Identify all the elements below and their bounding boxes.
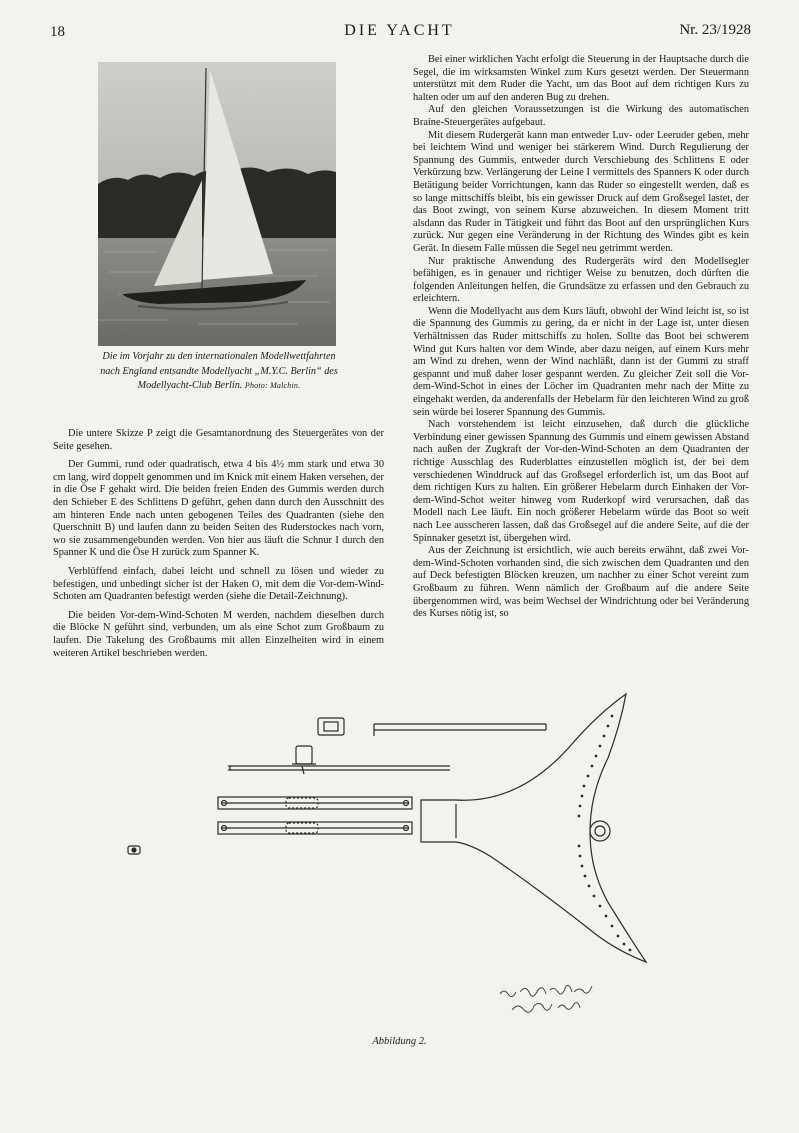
left-column bbox=[53, 428, 384, 666]
hook-detail bbox=[374, 724, 546, 736]
quadrant bbox=[421, 694, 646, 962]
bracket-detail bbox=[318, 718, 344, 735]
magazine-title: DIE YACHT bbox=[344, 22, 455, 39]
model-yacht-photo bbox=[98, 62, 336, 346]
steering-gear-drawing-svg bbox=[120, 686, 700, 1016]
eye-detail bbox=[128, 846, 140, 854]
paragraph: Aus der Zeichnung ist ersichtlich, wie auch bereits erwähnt, daß zwei Vor-dem-Wind-Schoten vorhanden sind, die sich zwischen dem Quadranten und den auf Deck befestigten Blöcken kreuzen, um nachher zu einer Schot vereint zum Großbaum zu führen. Wenn nämlich der Großbaum auf die andere Seite übergenommen wird, was beim Wechsel der Windrichtung oder bei Veränderung des Kurses nötig ist, so bbox=[413, 545, 749, 620]
signature-scribble bbox=[498, 982, 608, 1016]
model-yacht-photo-drawing bbox=[98, 62, 336, 346]
paragraph: Wenn die Modellyacht aus dem Kurs läuft, obwohl der Wind leicht ist, so ist die Spannung des Gummis zu gering, da er nicht in der Lage ist, unter diesen Verhältnissen das Ruder mittschiffs zu holen. Sollte das Boot bei schwerem Wind gut Kurs halten vor dem Winde, aber dazu neigen, auf einem Kurs mehr am Wind zu drehen, wenn der Wind nachläßt, dann ist der Gummi zu straff gespannt und muß daher loser gespannt werden. Zu gleicher Zeit soll die Vor-dem-Wind-Schot in eines der Löcher im Quadranten mehr nach der Mitte zu eingehakt werden, da anderenfalls der Hebelarm für den leichteren Wind zu groß sein würde bei loserer Spannung des Gummis. bbox=[413, 305, 749, 418]
photo-caption-text: Die im Vorjahr zu den internationalen Modellwettfahrten nach England entsandte Modellyacht „M.Y.C. Berlin“ des Modellyacht-Club Berlin. bbox=[100, 351, 338, 392]
slide-rail-upper bbox=[218, 797, 412, 809]
steering-gear-drawing bbox=[120, 686, 700, 1016]
photo-credit: Photo: Malchin. bbox=[244, 381, 301, 391]
paragraph: Die untere Skizze P zeigt die Gesamtanordnung des Steuergerätes von der Seite gesehen. bbox=[53, 428, 384, 452]
slide-rail-lower bbox=[218, 822, 412, 834]
draftsman-signature bbox=[498, 982, 608, 1016]
right-column bbox=[413, 54, 749, 621]
paragraph: Auf den gleichen Voraussetzungen ist die Wirkung des automatischen Braine-Steuergerätes aufgebaut. bbox=[413, 104, 749, 128]
paragraph: Der Gummi, rund oder quadratisch, etwa 4 bis 4½ mm stark und etwa 30 cm lang, wird doppelt genommen und im Knick mit einem Haken versehen, der in die Öse F gehakt wird. Die beiden freien Enden des Gummis werden durch den Schieber E des Schlittens D geführt, gehen dann durch den Ausschnitt des am hinteren Ende nach unten gebogenen Teiles des Quadranten (siehe den Querschnitt B) und laufen dann zu beiden Seiten des Ruderstockes nach vorn, wo sie zusammengebunden werden. Von hier aus läuft die Schnur I durch den Spanner K und die Öse H zurück zum Spanner K. bbox=[53, 459, 384, 559]
paragraph: Mit diesem Rudergerät kann man entweder Luv- oder Leeruder geben, mehr bei leichtem Wind und weniger bei stärkerem Wind. Durch Regulierung der Spannung des Gummis, entweder durch Verschiebung des Schlittens E oder Verkürzung bzw. Verlängerung der Leine I vermittels des Spanners K oder durch Betätigung beider Vorrichtungen, kann das Ruder so eingestellt werden, daß es so lange mittschiffs bleibt, bis ein gewisser Druck auf dem Großsegel lastet, der das Boot zwingt, von seinem Kurse abzuweichen. In diesem Moment tritt alsdann das Ruder in Tätigkeit und führt das Boot auf den ursprünglichen Kurs zurück. Nur gegen eine Veränderung in der Richtung des Windes gibt es kein Gerät. In diesem Falle müssen die Segel neu getrimmt werden. bbox=[413, 129, 749, 254]
paragraph: Die beiden Vor-dem-Wind-Schoten M werden, nachdem dieselben durch die Blöcke N geführt sind, verbunden, um als eine Schot zum Großbaum zu laufen. Die Takelung des Großbaums mit allen Einzelheiten wird in einem weiteren Artikel beschrieben werden. bbox=[53, 609, 384, 659]
paragraph: Nur praktische Anwendung des Rudergeräts wird den Modellsegler befähigen, es in genauer und richtiger Weise zu benutzen, doch dürften die folgenden Anleitungen helfen, die Grundsätze zu erfassen und den Gebrauch zu erleichtern. bbox=[413, 255, 749, 305]
paragraph: Bei einer wirklichen Yacht erfolgt die Steuerung in der Hauptsache durch die Segel, die im wirksamsten Winkel zum Kurs gesetzt werden. Der Steuermann unterstützt mit dem Ruder die Yacht, um das Boot auf dem richtigen Kurs zu halten oder um auf den anderen Bug zu drehen. bbox=[413, 54, 749, 103]
paragraph: Nach vorstehendem ist leicht einzusehen, daß durch die glückliche Verbindung einer gewissen Spannung des Gummis und einem gewissen Abstand nach außen der Zugkraft der Vor-den-Wind-Schoten an dem Quadranten der richtige Ausschlag des Ruderblattes einzustellen möglich ist, der bei dem verschiedenen Winddruck auf das Großsegel erforderlich ist, um das Boot auf dem richtigen Kurs zu halten. Ein größerer Hebelarm durch Einhaken der Vor-dem-Wind-Schot weiter hinweg vom Ruderkopf wird verursachen, daß das Modell nach Lee läuft. Ein noch größerer Hebelarm würde das Boot so weit nach Lee ausscheren lassen, daß das Großsegel auf die andere Seite, auf die der Spinnaker gesetzt ist, übergehen wird. bbox=[413, 419, 749, 544]
page-number: 18 bbox=[50, 24, 65, 40]
figure-caption: Abbildung 2. bbox=[372, 1036, 427, 1047]
side-view bbox=[228, 746, 450, 774]
paragraph: Verblüffend einfach, dabei leicht und schnell zu lösen und wieder zu befestigen, und unbedingt sicher ist der Haken O, mit dem die Vor-dem-Wind-Schoten am Quadranten befestigt werden (siehe die Detail-Zeichnung). bbox=[53, 565, 384, 603]
issue-number: Nr. 23/1928 bbox=[679, 22, 751, 38]
photo-caption bbox=[94, 350, 344, 394]
